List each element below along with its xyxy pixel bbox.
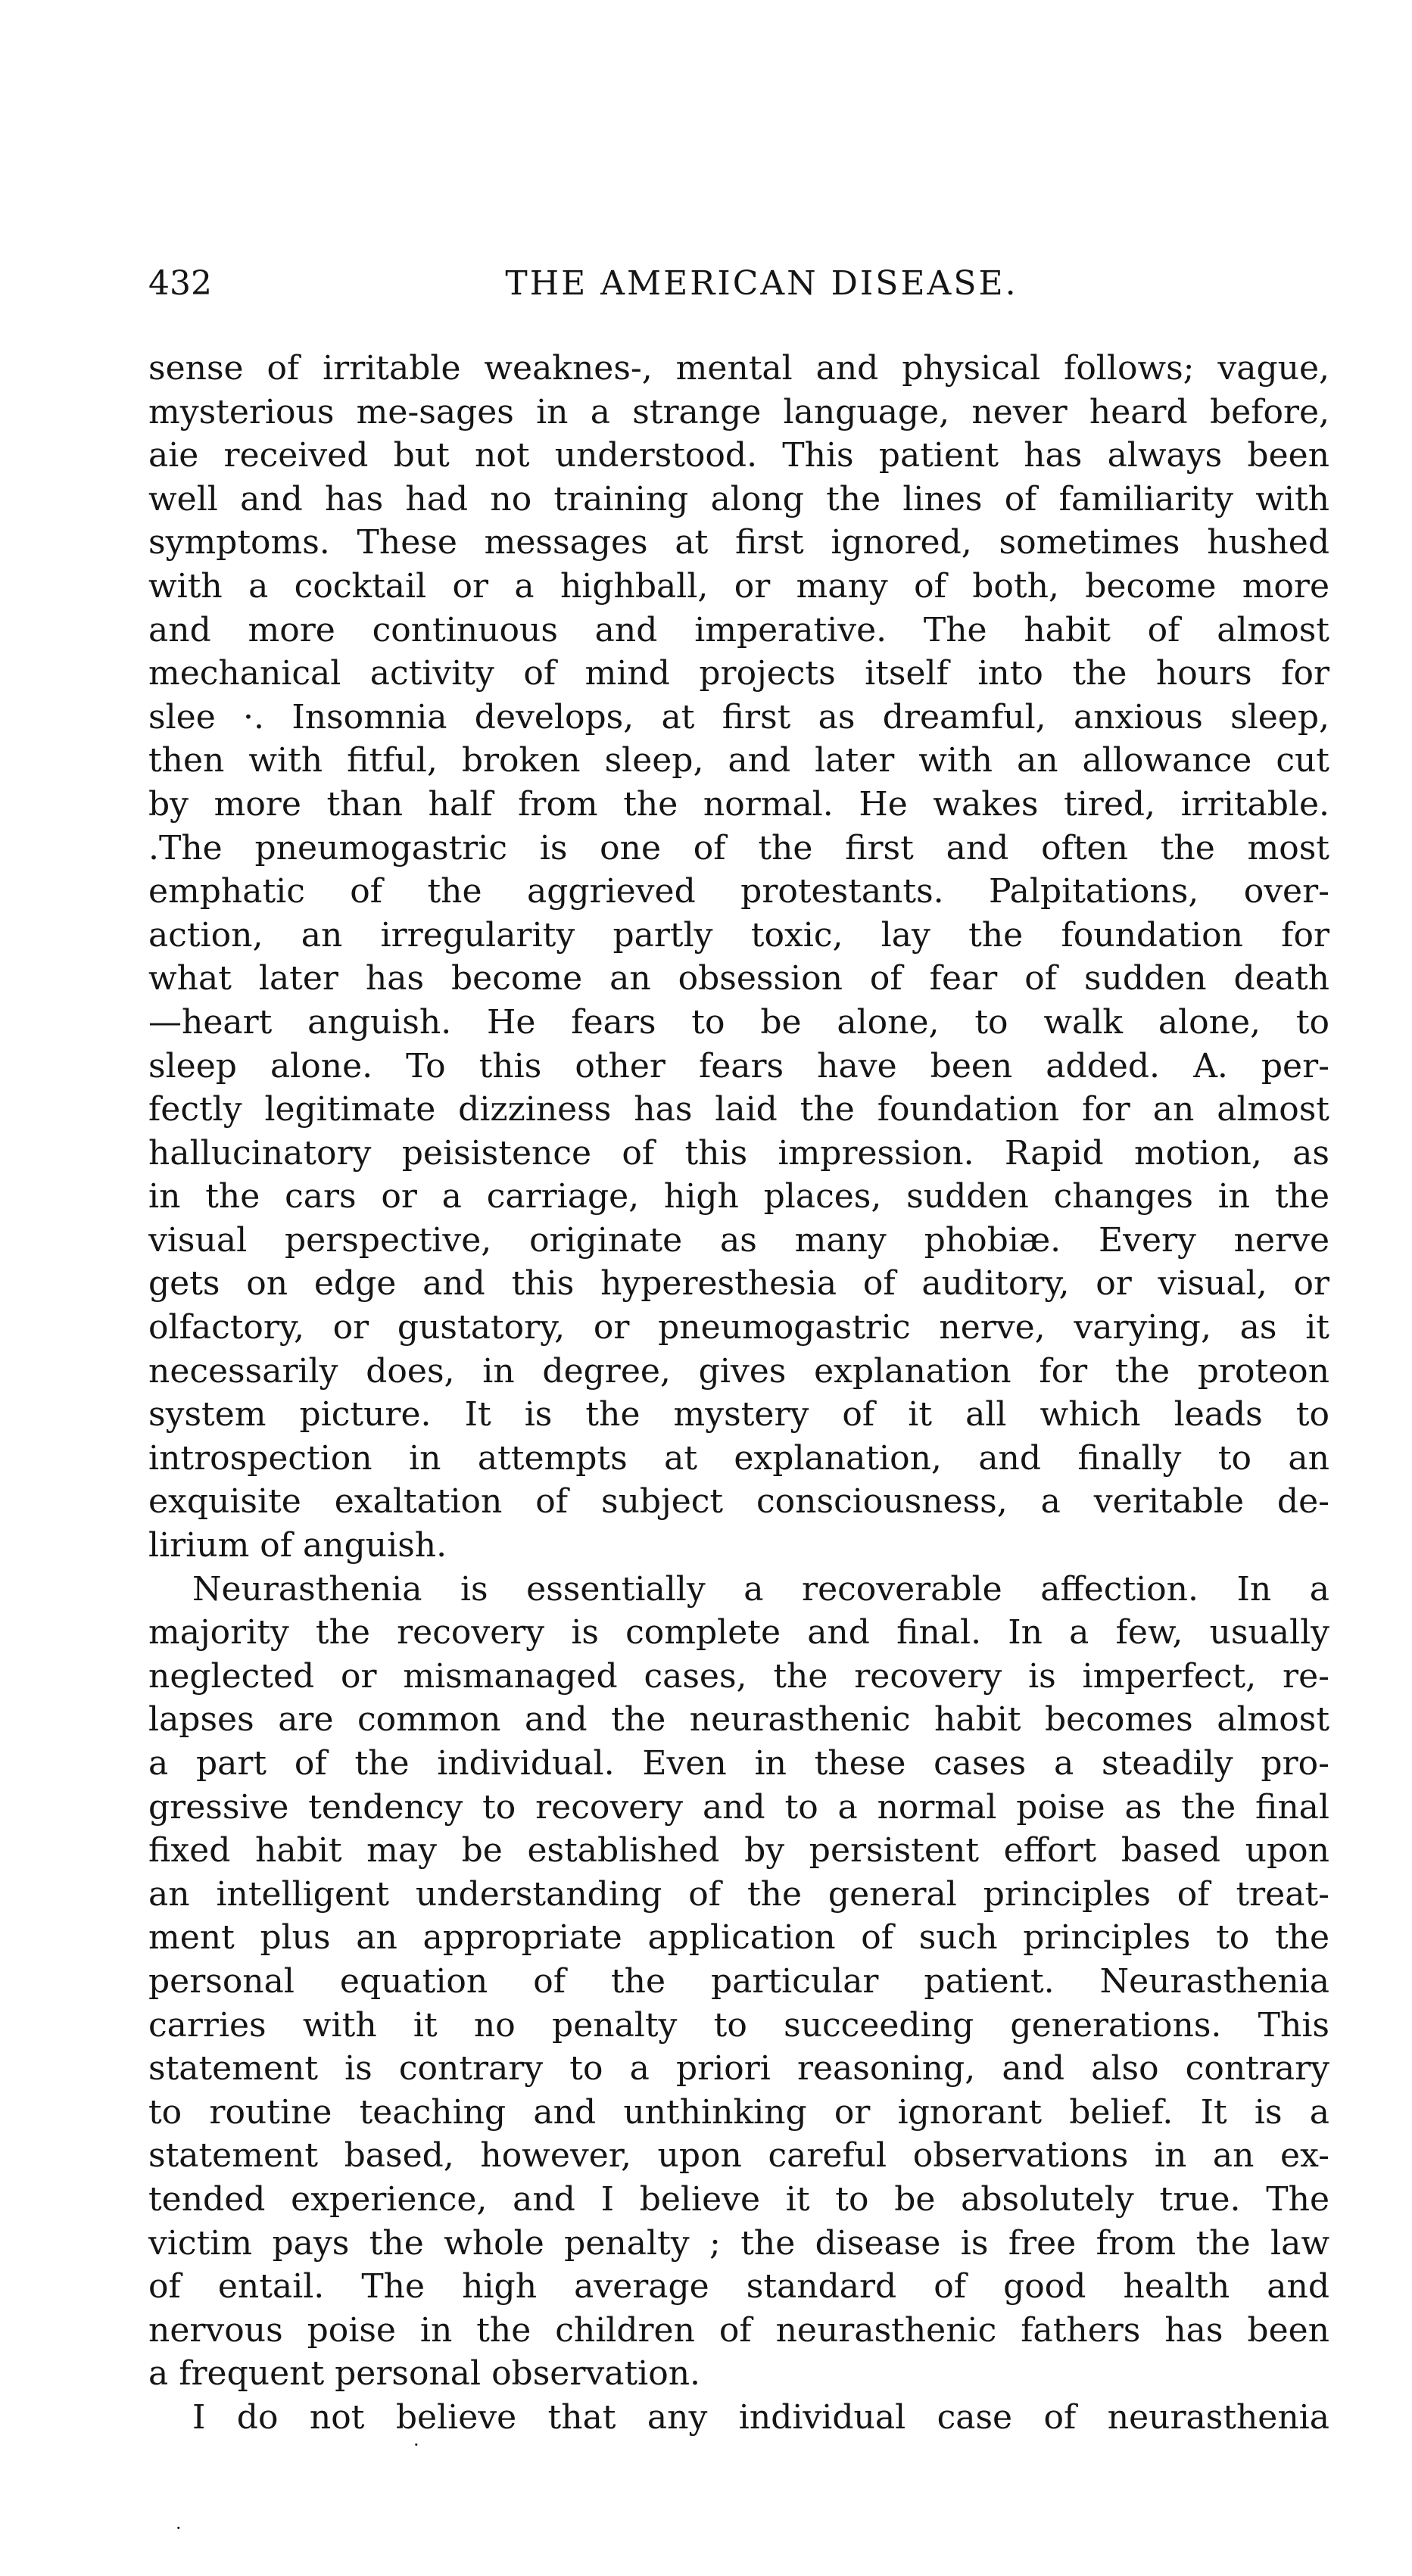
paragraph-2: [148, 1568, 1329, 2396]
text-line: gressive tendency to recovery and to a normal poise as the final: [148, 1787, 1329, 1827]
text-line: by more than half from the normal. He wakes tired, irritable.: [148, 784, 1329, 824]
running-head: [148, 261, 1329, 307]
text-line: then with fitful, broken sleep, and later with an allowance cut: [148, 741, 1329, 780]
text-line: symptoms. These messages at first ignored, sometimes hushed: [148, 523, 1329, 562]
text-line: carries with it no penalty to succeeding generations. This: [148, 2005, 1329, 2045]
print-speck: ·: [413, 2434, 419, 2456]
text-line: hallucinatory peisistence of this impression. Rapid motion, as: [148, 1133, 1329, 1173]
text-line: introspection in attempts at explanation, and finally to an: [148, 1438, 1329, 1478]
text-line: statement is contrary to a priori reasoning, and also contrary: [148, 2049, 1329, 2089]
text-line: mysterious me-sages in a strange language, never heard before,: [148, 392, 1329, 431]
paragraph-3: [148, 2396, 1329, 2440]
text-line: system picture. It is the mystery of it all which leads to: [148, 1395, 1329, 1434]
text-line: with a cocktail or a highball, or many of both, become more: [148, 566, 1329, 606]
text-line: necessarily does, in degree, gives explanation for the proteon: [148, 1351, 1329, 1391]
text-line: statement based, however, upon careful observations in an ex-: [148, 2136, 1329, 2176]
body-text: [148, 347, 1329, 2440]
text-line: of entail. The high average standard of good health and: [148, 2267, 1329, 2307]
text-line: action, an irregularity partly toxic, lay the foundation for: [148, 915, 1329, 955]
text-line: visual perspective, originate as many phobiæ. Every nerve: [148, 1220, 1329, 1260]
text-line: lirium of anguish.: [148, 1526, 447, 1565]
text-line: an intelligent understanding of the general principles of treat-: [148, 1874, 1329, 1914]
page-number: 432: [148, 264, 212, 303]
text-line: slee ·. Insomnia develops, at first as dreamful, anxious sleep,: [148, 697, 1329, 737]
text-line: well and has had no training along the lines of familiarity with: [148, 479, 1329, 519]
text-line: exquisite exaltation of subject consciousness, a veritable de-: [148, 1482, 1329, 1522]
text-line: tended experience, and I believe it to be absolutely true. The: [148, 2179, 1329, 2219]
text-line: victim pays the whole penalty ; the disease is free from the law: [148, 2223, 1329, 2263]
text-line: ment plus an appropriate application of such principles to the: [148, 1918, 1329, 1958]
text-line: gets on edge and this hyperesthesia of auditory, or visual, or: [148, 1264, 1329, 1304]
text-line: what later has become an obsession of fear of sudden death: [148, 959, 1329, 998]
text-line: personal equation of the particular patient. Neurasthenia: [148, 1961, 1329, 2001]
text-line: majority the recovery is complete and final. In a few, usually: [148, 1613, 1329, 1652]
text-line: olfactory, or gustatory, or pneumogastric nerve, varying, as it: [148, 1308, 1329, 1347]
text-line: to routine teaching and unthinking or ignorant belief. It is a: [148, 2092, 1329, 2132]
text-line: fixed habit may be established by persistent effort based upon: [148, 1831, 1329, 1870]
text-line: nervous poise in the children of neurasthenic fathers has been: [148, 2310, 1329, 2350]
text-line: a frequent personal observation.: [148, 2354, 701, 2394]
text-line: .The pneumogastric is one of the first and often the most: [148, 828, 1329, 867]
paragraph-1: [148, 347, 1329, 1568]
running-title: THE AMERICAN DISEASE.: [505, 264, 1018, 303]
text-line: Neurasthenia is essentially a recoverable affection. In a: [192, 1569, 1329, 1609]
text-line: sleep alone. To this other fears have been added. A. per-: [148, 1046, 1329, 1086]
text-line: I do not believe that any individual case of neurasthenia: [192, 2397, 1329, 2437]
text-line: mechanical activity of mind projects itself into the hours for: [148, 654, 1329, 693]
text-line: in the cars or a carriage, high places, sudden changes in the: [148, 1177, 1329, 1216]
text-line: fectly legitimate dizziness has laid the foundation for an almost: [148, 1090, 1329, 1129]
text-line: emphatic of the aggrieved protestants. Palpitations, over-: [148, 872, 1329, 911]
print-speck: ·: [176, 2518, 182, 2539]
text-line: and more continuous and imperative. The habit of almost: [148, 610, 1329, 649]
text-line: a part of the individual. Even in these cases a steadily pro-: [148, 1744, 1329, 1783]
text-line: sense of irritable weaknes-, mental and physical follows; vague,: [148, 349, 1329, 388]
text-line: —heart anguish. He fears to be alone, to walk alone, to: [148, 1002, 1329, 1042]
text-line: aie received but not understood. This patient has always been: [148, 436, 1329, 475]
text-line: lapses are common and the neurasthenic habit becomes almost: [148, 1700, 1329, 1740]
text-line: neglected or mismanaged cases, the recovery is imperfect, re-: [148, 1656, 1329, 1696]
